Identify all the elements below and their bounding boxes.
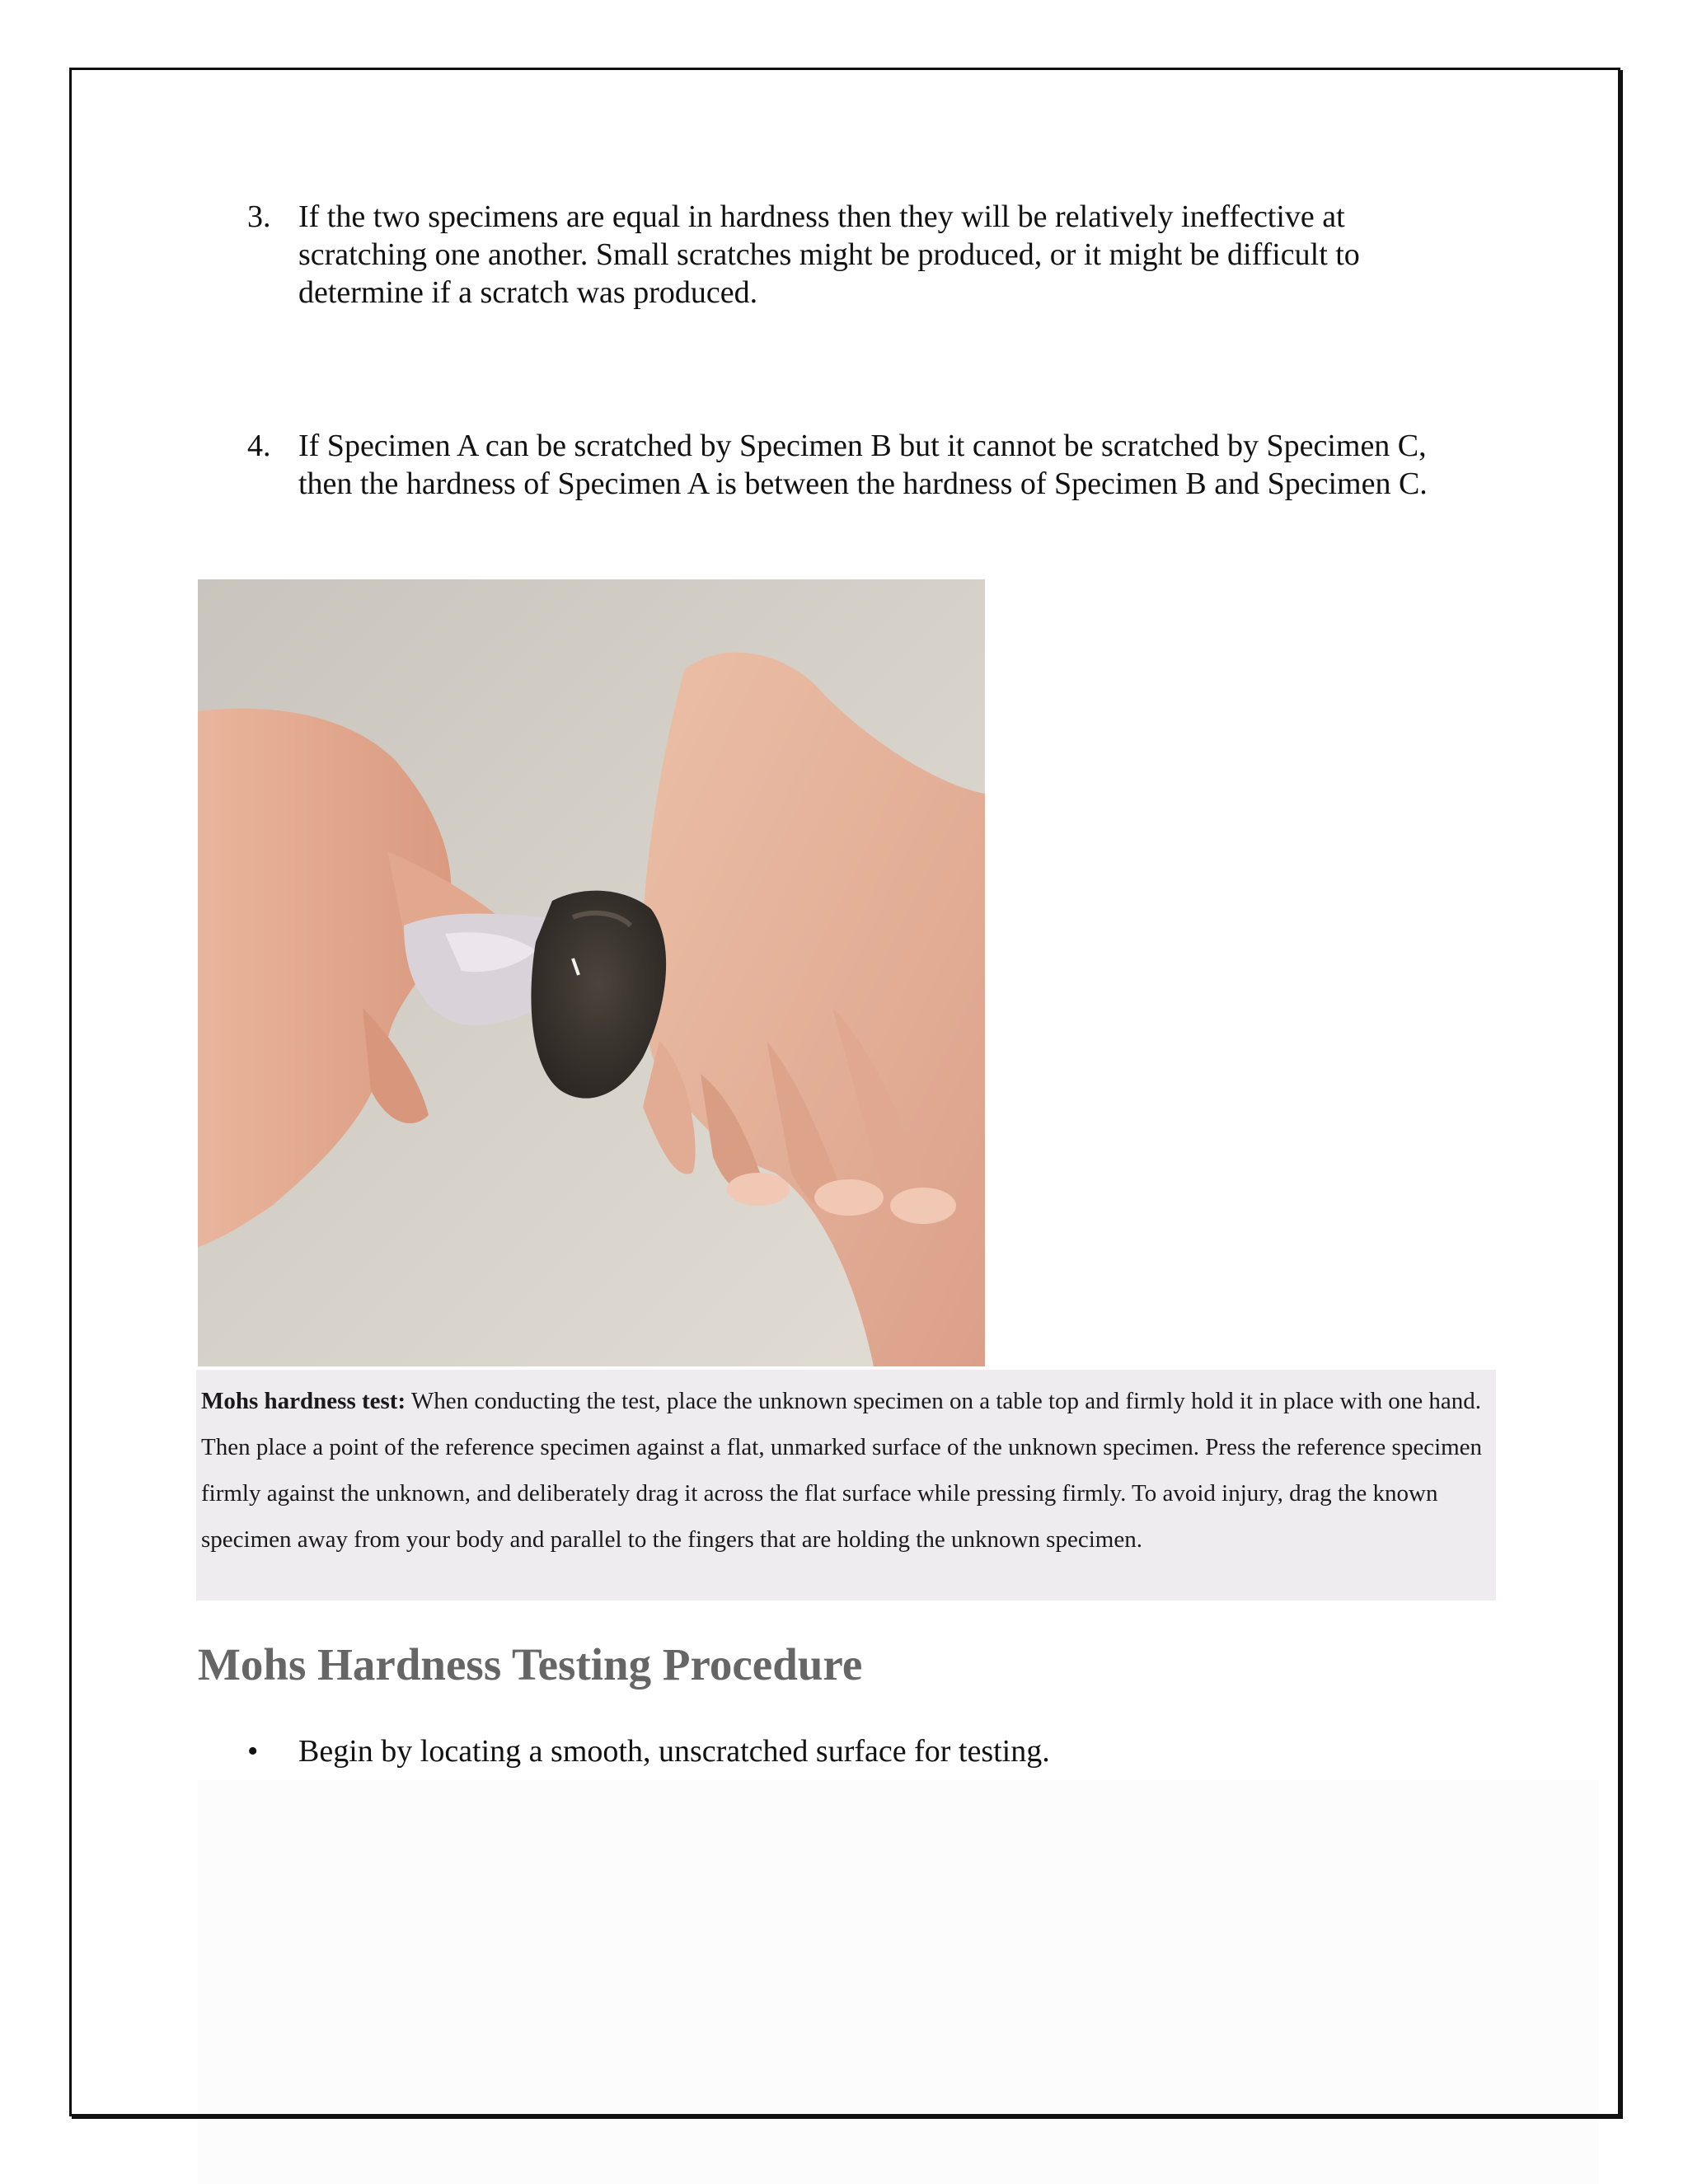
hands-scratching-specimen-illustration <box>198 579 985 1366</box>
list-item <box>247 427 1467 503</box>
section-heading: Mohs Hardness Testing Procedure <box>198 1639 863 1690</box>
list-item-text: If the two specimens are equal in hardness then they will be relatively ineffective at scratching one another. Small scratches might be produced, or it might be difficult to determine if a scratch was produced. <box>298 199 1360 310</box>
mohs-test-photo <box>198 579 985 1366</box>
list-number: 3. <box>247 199 271 234</box>
bullet-item <box>247 1732 1467 1770</box>
list-item <box>247 198 1467 312</box>
caption-label: Mohs hardness test: <box>201 1388 406 1414</box>
bullet-marker: • <box>247 1734 259 1769</box>
caption-text: When conducting the test, place the unknown specimen on a table top and firmly hold it in place with one hand. Then place a point of the reference specimen against a flat, unmarked surface of the unknown specimen. Press the reference specimen firmly against the unknown, and deliberately drag it across the flat surface while pressing firmly. To avoid injury, drag the known specimen away from your body and parallel to the fingers that are holding the unknown specimen. <box>201 1388 1483 1553</box>
photo-caption <box>196 1370 1496 1601</box>
list-number: 4. <box>247 429 271 463</box>
list-item-text: If Specimen A can be scratched by Specimen B but it cannot be scratched by Specimen C, then the hardness of Specimen A is between the hardness of Specimen B and Specimen C. <box>298 429 1428 501</box>
bullet-text: Begin by locating a smooth, unscratched surface for testing. <box>298 1734 1050 1769</box>
